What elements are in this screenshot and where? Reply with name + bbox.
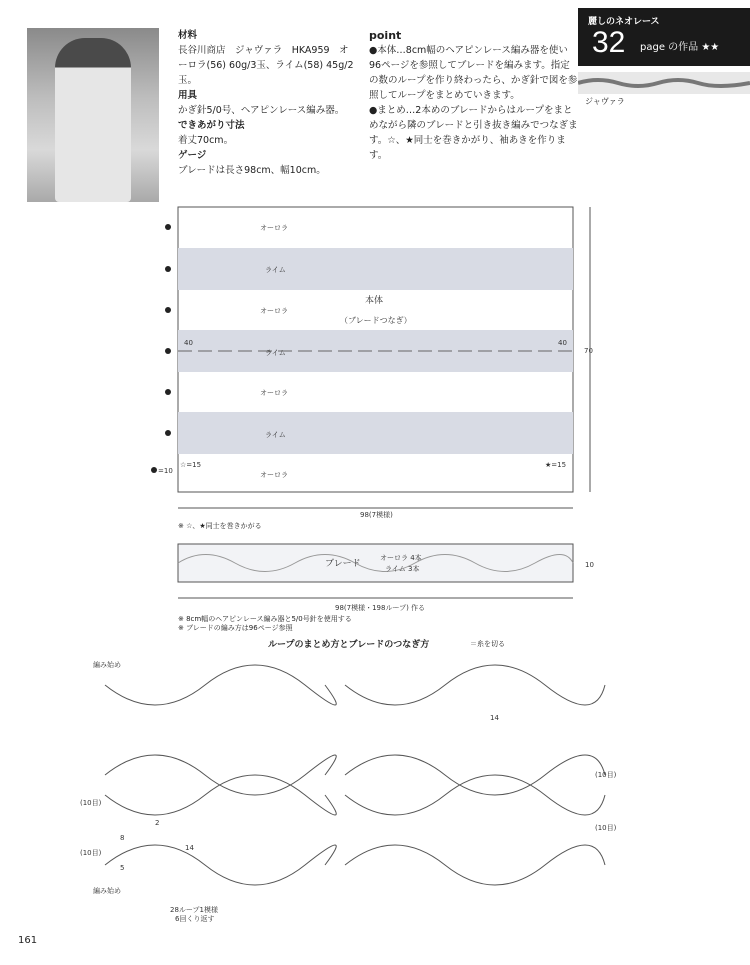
lime-band-1 <box>178 248 573 290</box>
loop-row-1 <box>105 665 336 705</box>
cut-legend: ＝糸を切る <box>470 640 505 648</box>
tools-heading: 用具 <box>178 90 198 101</box>
repeat-label-2: 6回くり返す <box>175 915 215 923</box>
left-10: =10 <box>158 467 173 475</box>
count-14: 14 <box>185 844 194 852</box>
materials-section <box>178 28 358 178</box>
lime-band-2 <box>178 330 573 372</box>
lime-band-3 <box>178 412 573 454</box>
loop-row-5 <box>345 665 605 705</box>
seam-dot <box>165 430 171 436</box>
page-number: 161 <box>18 935 38 946</box>
rows-left-1: (10目) <box>80 799 102 807</box>
count-5: 5 <box>120 864 125 872</box>
braid-strip <box>178 544 573 582</box>
row-label-5: オーロラ <box>260 389 288 397</box>
repeat-label-1: 28ループ1模様 <box>170 906 219 914</box>
braid-count-1: オーロラ 4本 <box>380 554 422 562</box>
loop-row-7 <box>345 775 605 815</box>
count-2: 2 <box>155 819 160 827</box>
seam-dot <box>165 389 171 395</box>
loop-row-4 <box>105 845 336 885</box>
rows-right-1: (10目) <box>595 771 617 779</box>
loop-row-2 <box>105 755 336 795</box>
row-label-6: ライム <box>265 431 286 439</box>
point-finish: ●まとめ…2本めのブレードからはループをまとめながら隣のブレードと引き抜き編みでつなぎます。☆、★同士を巻きかがり、袖あきを作ります。 <box>369 105 578 161</box>
body-note: ※ ☆、★同士を巻きかがる <box>178 522 262 530</box>
braid-height: 10 <box>585 561 594 569</box>
gauge-heading: ゲージ <box>178 150 207 161</box>
braid-label: ブレード <box>325 559 361 569</box>
yarn-name: ジャヴァラ <box>585 97 625 106</box>
braid-count-2: ライム 3本 <box>385 565 420 573</box>
series-label: 麗しのネオレース <box>588 17 660 27</box>
body-diagram <box>150 205 610 530</box>
body-subtitle: （ブレードつなぎ） <box>340 316 412 325</box>
seam-dot <box>151 467 157 473</box>
row-label-2: ライム <box>265 266 286 274</box>
loop-row-3 <box>105 775 336 815</box>
size-text: 着丈70cm。 <box>178 135 234 146</box>
point-section <box>369 28 579 163</box>
tools-text: かぎ針5/0号、ヘアピンレース編み器。 <box>178 105 345 116</box>
material-text: 長谷川商店 ジャヴァラ HKA959 オーロラ(56) 60g/3玉、ライム(58) 45g/2玉。 <box>178 45 354 86</box>
seam-dot <box>165 348 171 354</box>
seam-dot <box>165 307 171 313</box>
page-suffix: page の作品 ★★ <box>640 42 720 53</box>
braid-width: 98(7模様・198ループ) 作る <box>335 604 426 612</box>
joining-title: ループのまとめ方とブレードのつなぎ方 <box>268 640 430 650</box>
yarn-swatch <box>578 72 750 94</box>
braid-note-1: ※ 8cm幅のヘアピンレース編み器と5/0号針を使用する <box>178 615 352 623</box>
work-number: 32 <box>592 26 626 59</box>
height-70: 70 <box>584 347 593 355</box>
seam-dot <box>165 224 171 230</box>
material-heading: 材料 <box>178 30 198 41</box>
rows-left-2: (10目) <box>80 849 102 857</box>
right-40: 40 <box>558 339 567 347</box>
row-label-7: オーロラ <box>260 471 288 479</box>
yarn-strand-icon <box>578 72 750 94</box>
start-label-top: 編み始め <box>93 661 121 669</box>
joining-diagram <box>75 655 700 925</box>
row-label-1: オーロラ <box>260 224 288 232</box>
model-photo <box>27 28 159 202</box>
page-badge <box>578 8 750 66</box>
row-label-4: ライム <box>265 349 286 357</box>
count-8: 8 <box>120 834 125 842</box>
loop-row-8 <box>345 845 605 885</box>
left-40: 40 <box>184 339 193 347</box>
point-body: ●本体…8cm幅のヘアピンレース編み器を使い96ページを参照してブレードを編みます。指定の数のループを作り終わったら、かぎ針で図を参照してループをまとめていきます。 <box>369 45 578 101</box>
left-15: ☆=15 <box>180 461 202 469</box>
model-figure <box>55 38 131 202</box>
body-title: 本体 <box>365 296 384 306</box>
right-15: ★=15 <box>545 461 567 469</box>
count-14-right: 14 <box>490 714 499 722</box>
row-label-3: オーロラ <box>260 307 288 315</box>
point-title: point <box>369 29 402 42</box>
size-heading: できあがり寸法 <box>178 120 245 131</box>
braid-note-2: ※ ブレードの編み方は96ページ参照 <box>178 624 293 632</box>
gauge-text: ブレードは長さ98cm、幅10cm。 <box>178 165 326 176</box>
seam-dot <box>165 266 171 272</box>
width-98: 98(7模様) <box>360 511 393 519</box>
rows-right-2: (10目) <box>595 824 617 832</box>
loop-row-6 <box>345 755 605 795</box>
start-label-bottom: 編み始め <box>93 887 121 895</box>
